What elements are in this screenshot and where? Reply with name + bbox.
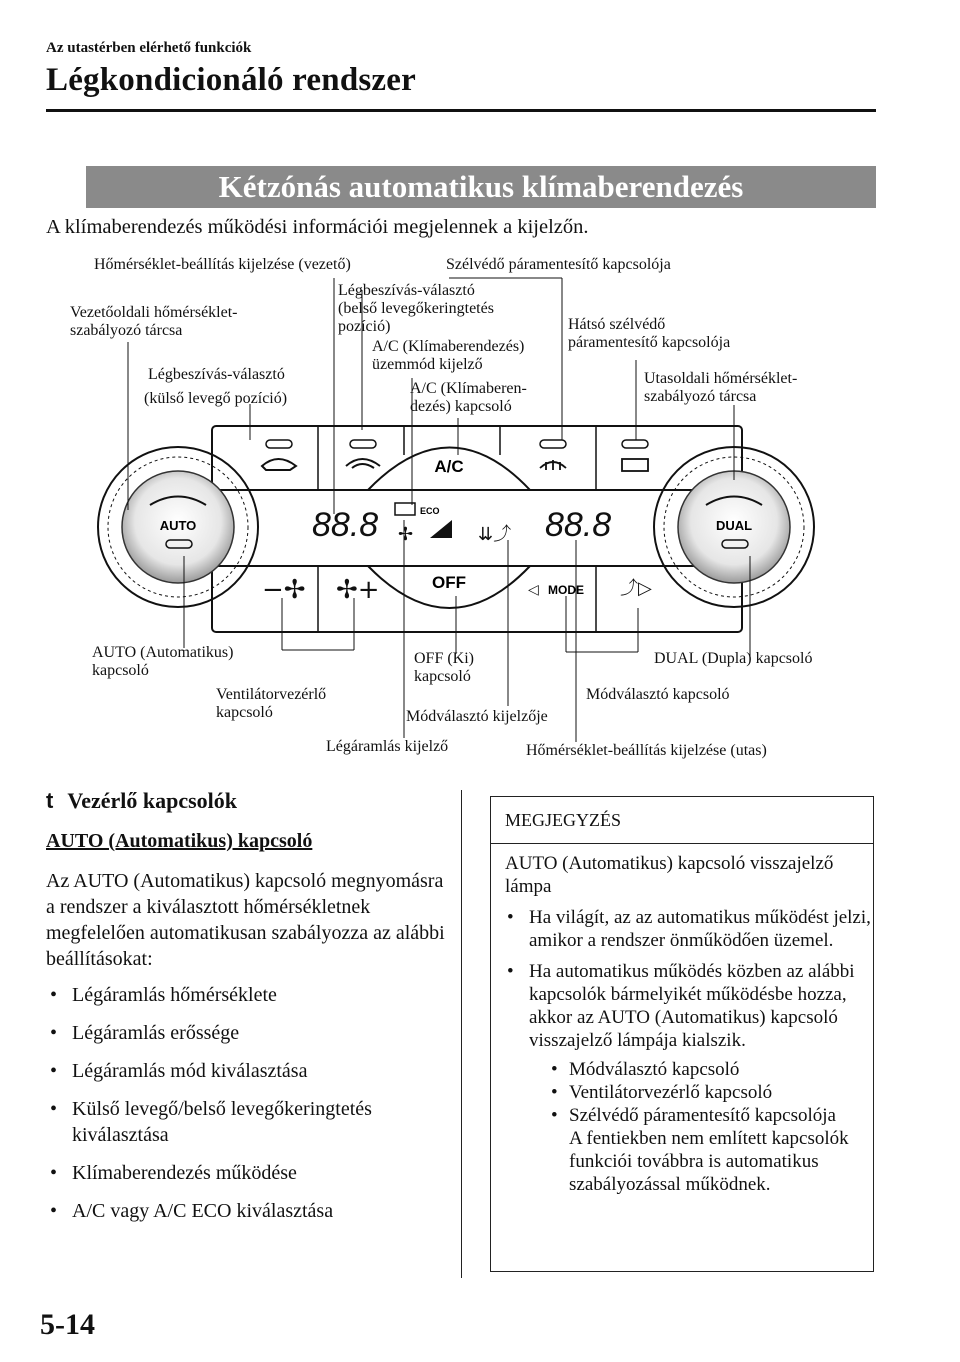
label-airflow-indicator: Légáramlás kijelző [326, 738, 449, 755]
label-rear-defrost: Hátsó szélvédő páramentesítő kapcsolója [568, 316, 731, 351]
list-item: • Külső levegő/belső levegőkeringtetés kiválasztása [46, 1096, 466, 1148]
list-item: • Légáramlás erőssége [46, 1020, 466, 1046]
label-auto-switch: AUTO (Automatikus) kapcsoló [92, 644, 234, 679]
note-footer: A fentiekben nem említett kapcsolók funkciói továbbra is automatikus szabályozással működnek. [569, 1128, 849, 1195]
note-sub-item: • Szélvédő páramentesítő kapcsolója [551, 1104, 873, 1127]
label-off-switch: OFF (Ki) kapcsoló [414, 650, 475, 685]
label-recirc-inside: Légbeszívás-választó (belső levegőkeringtetés pozíció) [338, 282, 494, 335]
dual-button-text: DUAL [715, 518, 753, 533]
note-box [490, 796, 874, 1272]
page-number: 5-14 [40, 1308, 95, 1341]
list-item: • Légáramlás mód kiválasztása [46, 1058, 466, 1084]
note-lead: AUTO (Automatikus) kapcsoló visszajelző lámpa [505, 853, 834, 897]
label-windshield-defrost: Szélvédő páramentesítő kapcsolója [446, 256, 671, 273]
note-sub-item: • Módválasztó kapcsoló [551, 1058, 873, 1081]
label-mode-switch: Módválasztó kapcsoló [586, 686, 730, 703]
section-bullet-mark: t [46, 788, 54, 813]
note-heading: MEGJEGYZÉS [491, 797, 873, 844]
note-body [491, 844, 873, 1196]
label-driver-dial: Vezetőoldali hőmérséklet- szabályozó tárcsa [70, 304, 238, 339]
note-item: • Ha automatikus működés közben az alábbi kapcsolók bármelyikét működésbe hozza, akkor az AUTO (Automatikus) kapcsoló visszajelző lámpája kialszik. • Módválasztó kapcsoló • Ventilátorvezérlő kapcsoló • Szélvédő páramentesítő kapcsolója A fentiekben nem említett kapcsolók funkciói továbbra is automatikus szabályozással működnek. [505, 960, 873, 1196]
passenger-temp-display: 88.8 [545, 506, 612, 544]
fan-minus-icon: −✢ [262, 575, 306, 605]
note-sub-item: • Ventilátorvezérlő kapcsoló [551, 1081, 873, 1104]
label-temp-display-passenger: Hőmérséklet-beállítás kijelzése (utas) [526, 742, 767, 759]
note-sub-list [529, 1058, 873, 1196]
fan-plus-icon: ✢+ [336, 575, 380, 605]
label-ac-mode-indicator: A/C (Klímaberendezés) üzemmód kijelző [372, 338, 525, 373]
label-fan-control: Ventilátorvezérlő kapcsoló [216, 686, 327, 721]
sub-heading: AUTO (Automatikus) kapcsoló [46, 830, 313, 852]
label-dual-switch: DUAL (Dupla) kapcsoló [654, 650, 813, 667]
fan-icon: ✢ [398, 524, 414, 545]
eco-text: ECO [420, 506, 440, 516]
airflow-icon: ⇊⤴ [478, 524, 512, 545]
off-button-text: OFF [432, 573, 466, 592]
label-temp-display-driver: Hőmérséklet-beállítás kijelzése (vezető) [94, 256, 351, 273]
settings-list [46, 982, 466, 1236]
list-item: • Légáramlás hőmérséklete [46, 982, 466, 1008]
driver-temp-display: 88.8 [312, 506, 379, 544]
list-item: • A/C vagy A/C ECO kiválasztása [46, 1198, 466, 1224]
mode-left-icon: ◁ [528, 582, 539, 598]
label-passenger-dial: Utasoldali hőmérséklet- szabályozó tárcsa [644, 370, 798, 405]
label-recirc-outside: Légbeszívás-választó (külső levegő pozíció) [144, 366, 288, 407]
column-divider [461, 790, 462, 1278]
mode-button-text: MODE [548, 583, 584, 597]
banner-title: Kétzónás automatikus klímaberendezés [218, 169, 744, 204]
auto-button-text: AUTO [159, 518, 197, 533]
ac-button-text: A/C [434, 457, 464, 476]
label-mode-indicator: Módválasztó kijelzője [406, 708, 548, 725]
mode-right-icon: ⤴▷ [620, 578, 652, 599]
page-title: Légkondicionáló rendszer [46, 62, 416, 98]
list-item: • Klímaberendezés működése [46, 1160, 466, 1186]
section-heading-text: Vezérlő kapcsolók [67, 788, 238, 813]
body-paragraph: Az AUTO (Automatikus) kapcsoló megnyomásra a rendszer a kiválasztott hőmérsékletnek megfelelően automatikusan szabályozza az alábbi beállításokat: [46, 870, 445, 970]
intro-text: A klímaberendezés működési információi megjelennek a kijelzőn. [46, 216, 589, 238]
note-item: • Ha világít, az az automatikus működést jelzi, amikor a rendszer önműködően üzemel. [505, 906, 873, 952]
section-label: Az utastérben elérhető funkciók [46, 40, 252, 56]
section-heading [46, 788, 237, 814]
label-ac-switch: A/C (Klímaberen- dezés) kapcsoló [410, 380, 527, 415]
